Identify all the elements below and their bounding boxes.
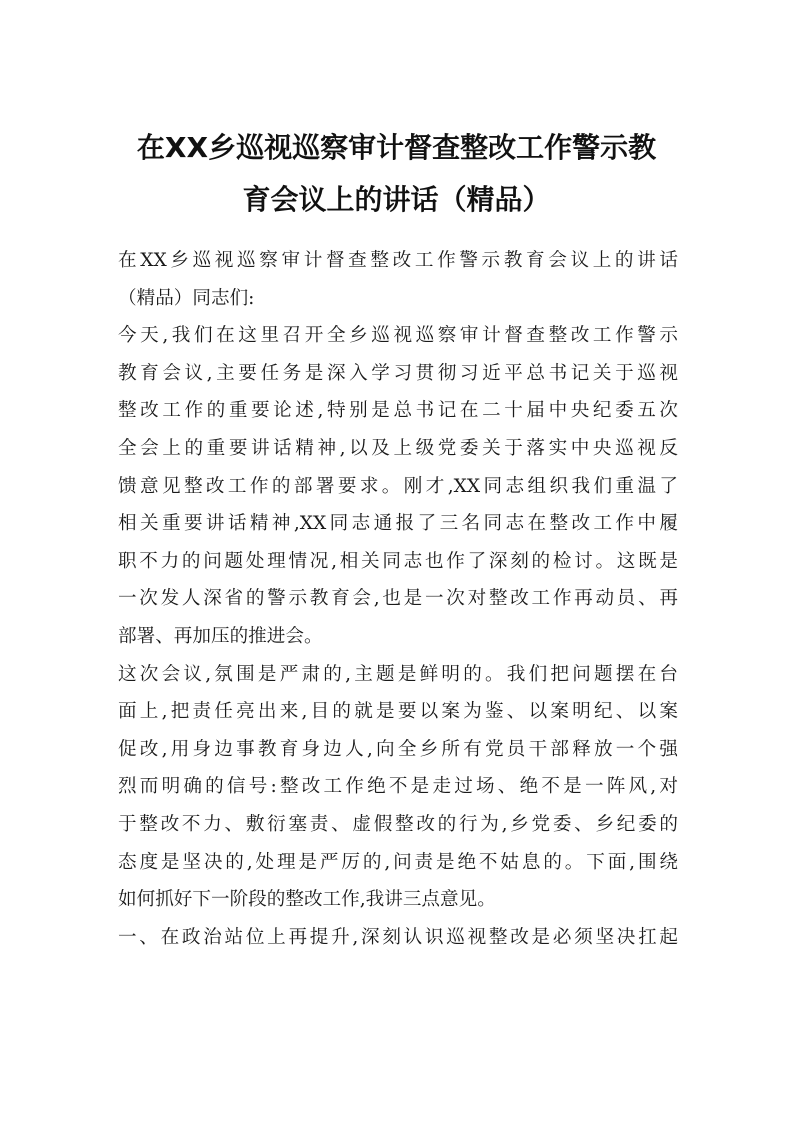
text-line: 全会上的重要讲话精神,以及上级党委关于落实中央巡视反 (118, 437, 678, 459)
document-body (118, 242, 678, 956)
text-line: 于整改不力、敷衍塞责、虚假整改的行为,乡党委、乡纪委的 (118, 813, 678, 835)
text-line: 烈而明确的信号:整改工作绝不是走过场、绝不是一阵风,对 (118, 776, 678, 798)
title-line: 在XX乡巡视巡察审计督查整改工作警示教 (136, 131, 657, 164)
text-line: 面上,把责任亮出来,目的就是要以案为鉴、以案明纪、以案 (118, 701, 678, 723)
paragraph-salutation (118, 242, 678, 317)
text-line: 一、在政治站位上再提升,深刻认识巡视整改是必须坚决扛起 (118, 926, 678, 948)
section-heading-one (118, 919, 678, 957)
paragraph-opening (118, 317, 678, 655)
text-line: 整改工作的重要论述,特别是总书记在二十届中央纪委五次 (118, 400, 678, 422)
text-line: 促改,用身边事教育身边人,向全乡所有党员干部释放一个强 (118, 738, 678, 760)
paragraph-meeting-purpose (118, 656, 678, 919)
text-line: 这次会议,氛围是严肃的,主题是鲜明的。我们把问题摆在台 (118, 663, 678, 685)
text-line: 职不力的问题处理情况,相关同志也作了深刻的检讨。这既是 (118, 550, 678, 572)
text-line: 如何抓好下一阶段的整改工作,我讲三点意见。 (118, 889, 496, 911)
text-line: 在XX乡巡视巡察审计督查整改工作警示教育会议上的讲话 (118, 250, 678, 271)
text-line: （精品）同志们: (118, 287, 255, 309)
text-line: 相关重要讲话精神,XX同志通报了三名同志在整改工作中履 (118, 513, 678, 535)
title-line: 育会议上的讲话（精品） (242, 183, 551, 216)
text-line: 今天,我们在这里召开全乡巡视巡察审计督查整改工作警示 (118, 325, 678, 347)
text-line: 部署、再加压的推进会。 (118, 625, 323, 647)
document-title (110, 122, 683, 226)
text-line: 教育会议,主要任务是深入学习贯彻习近平总书记关于巡视 (118, 362, 678, 384)
text-line: 态度是坚决的,处理是严厉的,问责是绝不姑息的。下面,围绕 (118, 851, 678, 873)
text-line: 一次发人深省的警示教育会,也是一次对整改工作再动员、再 (118, 588, 678, 610)
text-line: 馈意见整改工作的部署要求。刚才,XX同志组织我们重温了 (118, 475, 678, 497)
